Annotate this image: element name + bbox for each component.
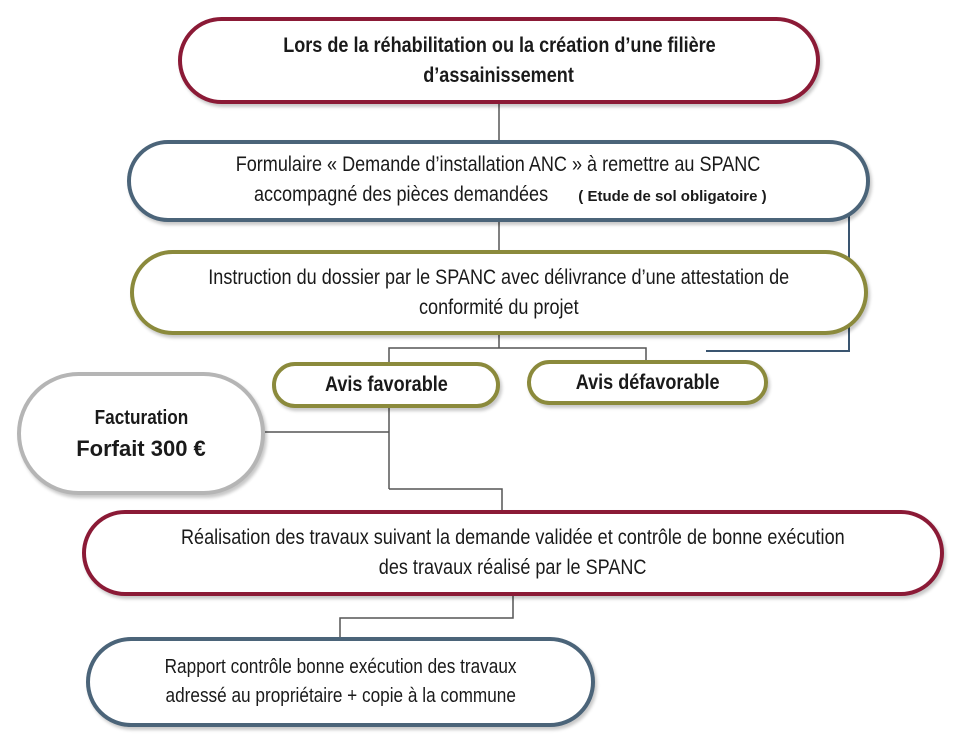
start-line-1: Lors de la réhabilitation ou la création d’une filière	[282, 33, 716, 57]
start-node	[178, 17, 820, 104]
favorable-node	[272, 362, 500, 408]
billing-title: Facturation	[94, 406, 188, 429]
billing-node	[17, 372, 265, 495]
favorable-label: Avis favorable	[324, 373, 448, 396]
report-line-2: adressé au propriétaire + copie à la commune	[165, 685, 516, 707]
works-node	[82, 510, 944, 596]
billing-amount: Forfait 300 €	[76, 435, 206, 461]
form-line-2-wrap	[230, 180, 766, 212]
instruction-line-1: Instruction du dossier par le SPANC avec délivrance d’une attestation de	[208, 265, 790, 289]
form-node	[127, 140, 870, 222]
form-line-1: Formulaire « Demande d’installation ANC » à remettre au SPANC	[236, 153, 761, 176]
start-line-2: d’assainissement	[423, 63, 575, 87]
instruction-node	[130, 250, 868, 335]
unfavorable-node	[527, 360, 768, 405]
report-node	[86, 637, 595, 727]
unfavorable-label: Avis défavorable	[575, 370, 720, 394]
works-line-2: des travaux réalisé par le SPANC	[379, 556, 647, 579]
form-line-2: accompagné des pièces demandées	[254, 183, 549, 206]
report-line-1: Rapport contrôle bonne exécution des travaux	[164, 656, 517, 678]
works-line-1: Réalisation des travaux suivant la demande validée et contrôle de bonne exécution	[181, 526, 845, 549]
form-note: ( Etude de sol obligatoire )	[578, 188, 767, 205]
instruction-line-2: conformité du projet	[419, 295, 579, 319]
